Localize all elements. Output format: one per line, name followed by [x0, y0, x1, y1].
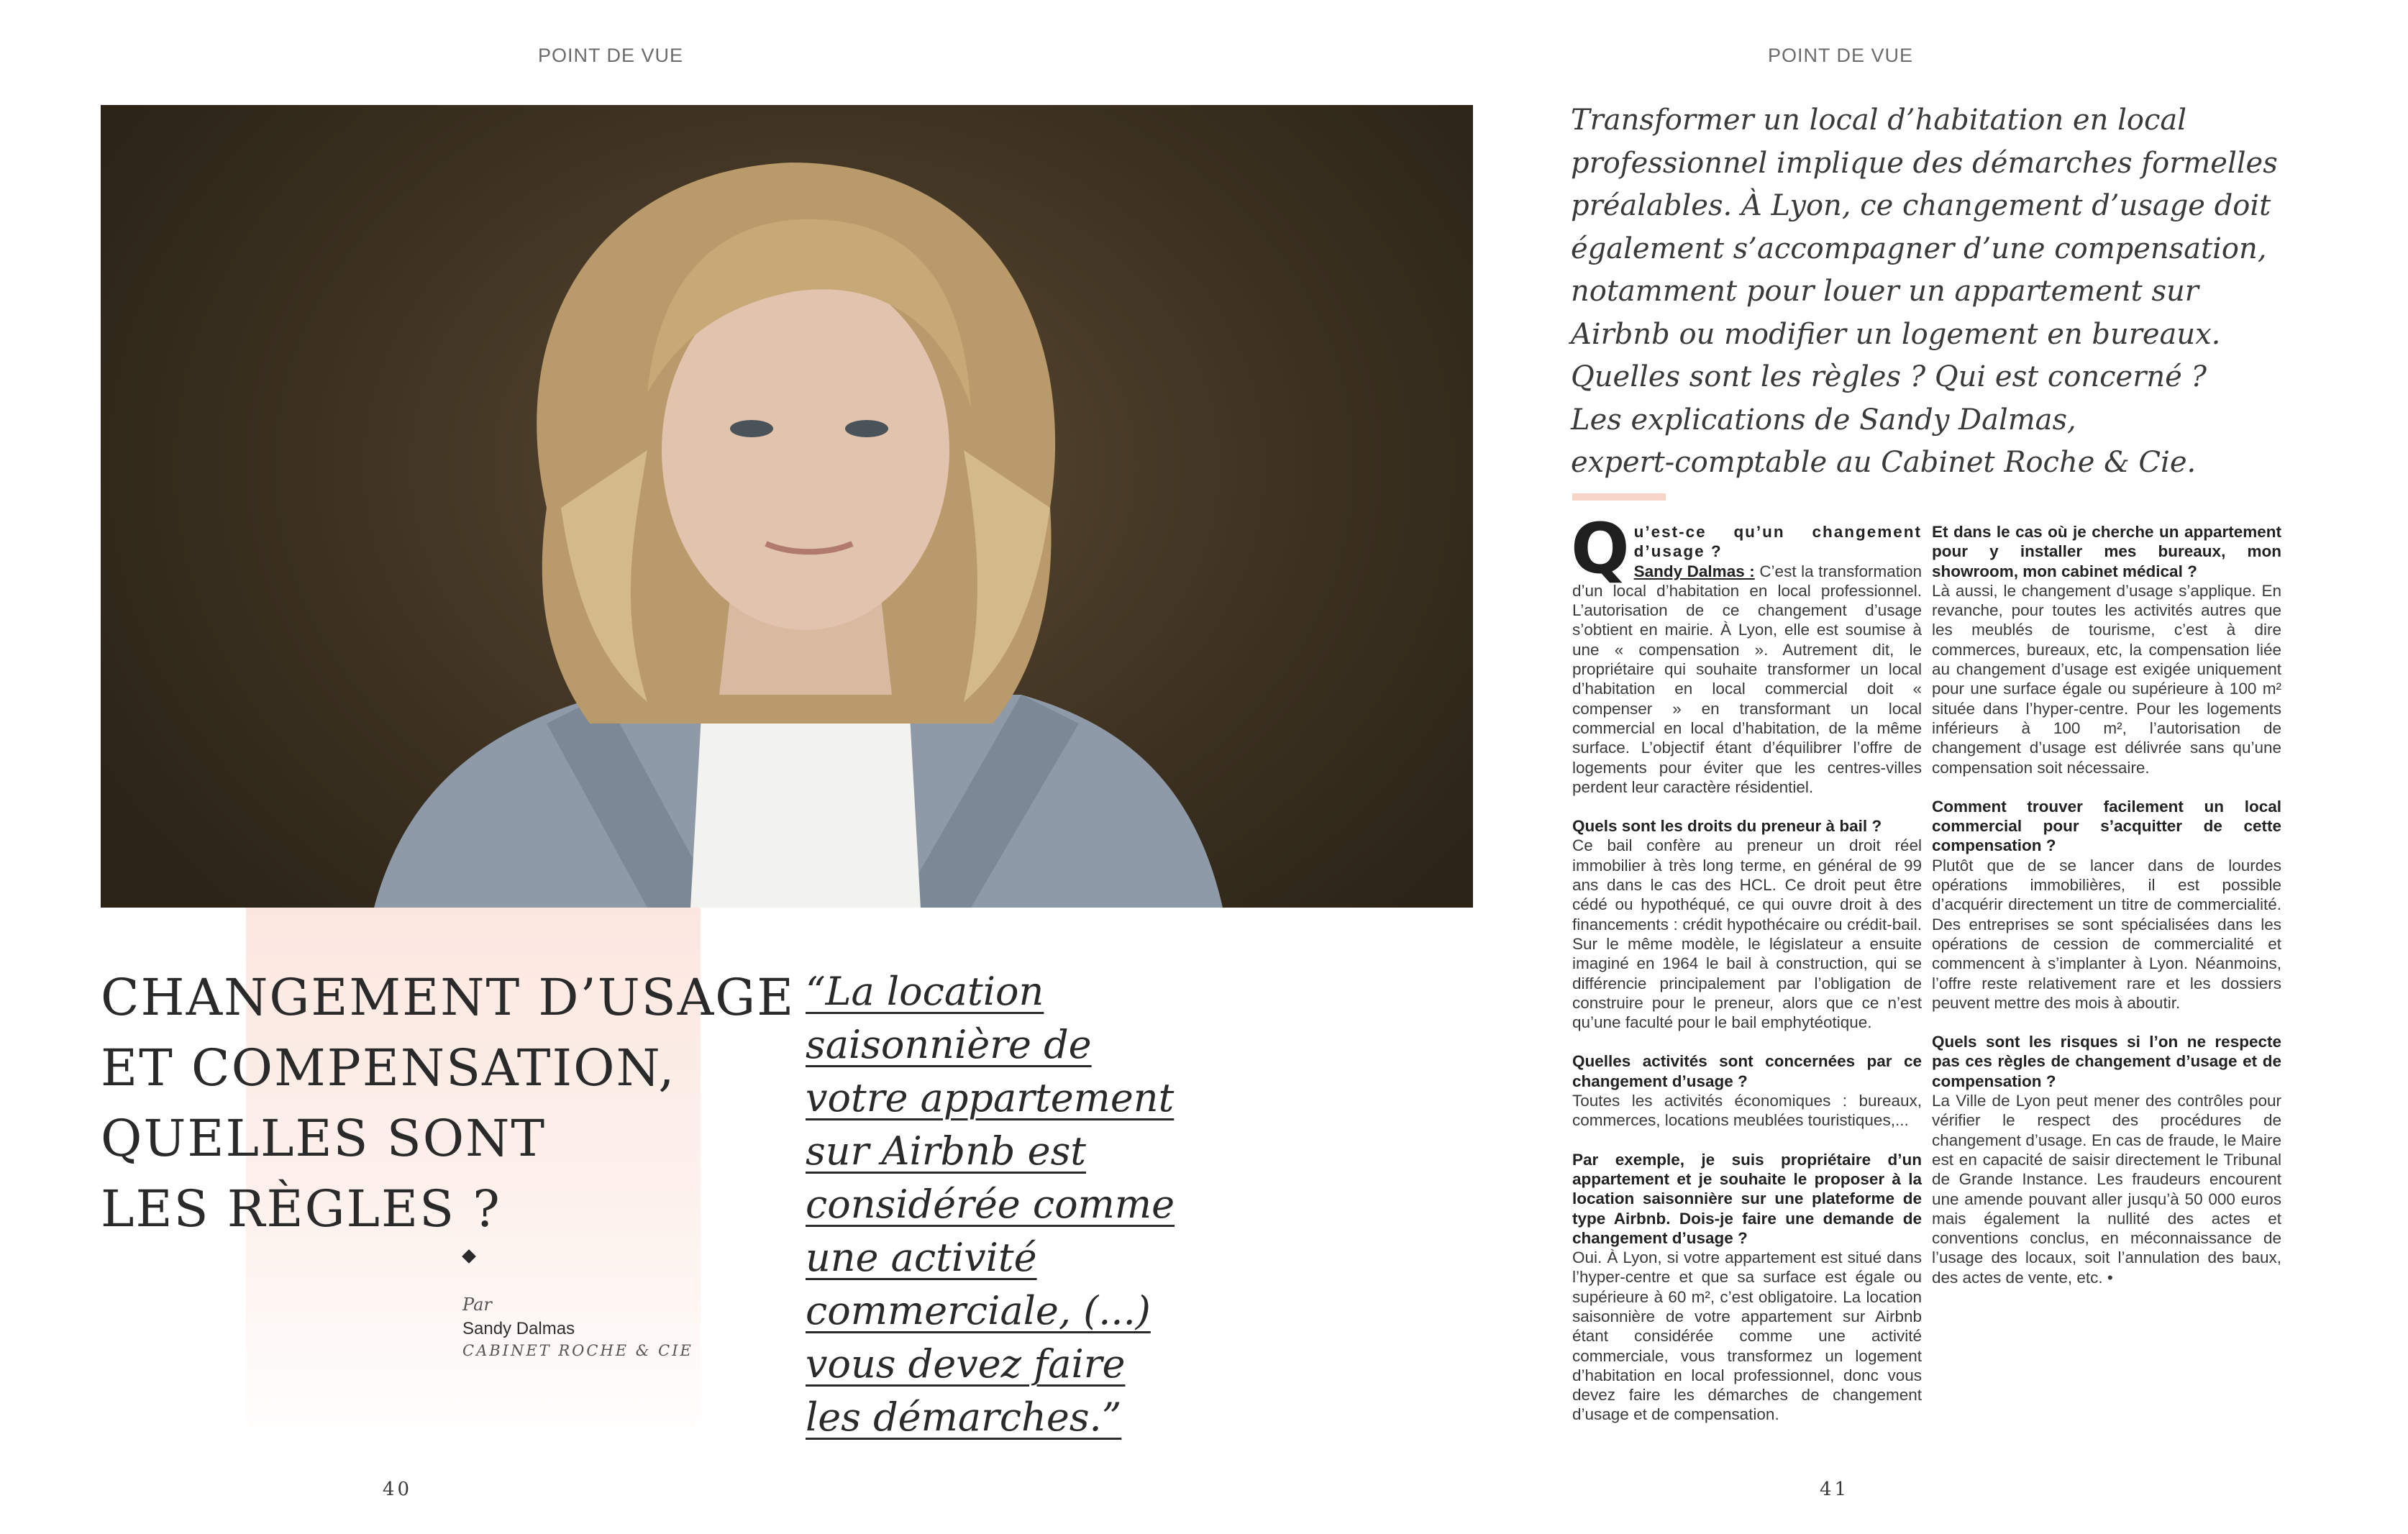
intro-line: Quelles sont les règles ? Qui est concerné ?: [1571, 360, 2207, 393]
page-number-left: 40: [383, 1479, 413, 1500]
article-headline: [101, 962, 806, 1244]
qa-block-3: [1572, 1051, 1922, 1130]
pull-quote-line: une activité: [806, 1235, 1037, 1280]
intro-line: également s’accompagner d’une compensation,: [1571, 232, 2267, 265]
byline-author: Sandy Dalmas: [462, 1319, 575, 1338]
intro-line: Les explications de Sandy Dalmas,: [1571, 403, 2076, 437]
qa-block-4: [1572, 1150, 1922, 1425]
qa-block-7: [1932, 1032, 2281, 1287]
article-column-2: [1932, 522, 2281, 1307]
intro-line: expert-comptable au Cabinet Roche & Cie.: [1571, 446, 2197, 479]
headline-line-2: ET COMPENSATION,: [101, 1038, 676, 1097]
pull-quote: [806, 965, 1208, 1444]
question-5: Et dans le cas où je cherche un appartement pour y installer mes bureaux, mon showroom, mon cabinet médical ?: [1932, 523, 2281, 580]
answer-7: La Ville de Lyon peut mener des contrôles pour vérifier le respect des procédures de changement d’usage. En cas de fraude, le Maire est en capacité de saisir directement le Tribunal de Grande Instance. Les fraudeurs encourent une amende pouvant aller jusqu’à 50 000 euros mais également la nullité des actes et conventions conclus, en méconnaissance de l’usage des locaux, soit l’annulation des baux, des actes de vente, etc. •: [1932, 1092, 2281, 1287]
pull-quote-line: saisonnière de: [806, 1022, 1092, 1067]
headline-line-1: CHANGEMENT D’USAGE: [101, 968, 795, 1027]
question-6: Comment trouver facilement un local commercial pour s’acquitter de cette compensation ?: [1932, 797, 2281, 855]
byline-par: Par: [462, 1295, 492, 1315]
qa-block-6: [1932, 797, 2281, 1013]
article-column-1: [1571, 508, 1922, 1444]
byline-firm: CABINET ROCHE & CIE: [462, 1342, 693, 1359]
answer-4: Oui. À Lyon, si votre appartement est situé dans l’hyper-centre et que sa surface est égale ou supérieure à 60 m², c’est obligatoire. La location saisonnière de votre appartement sur Airbnb étant considérée comme une activité commerciale, vous transformez un logement d’habitation en local professionnel, donc vous devez faire les démarches de changement d’usage et de compensation.: [1572, 1248, 1922, 1424]
pull-quote-line: considérée comme: [806, 1182, 1175, 1227]
answer-1: C’est la transformation d’un local d’habitation en local professionnel. L’autorisation de ce changement d’usage s’obtient en mairie. À Lyon, elle est soumise à une « compensation ». Autrement dit, le propriétaire qui souhaite transformer un local d’habitation en local commercial doit « compenser » en transformant un local commercial en local d’habitation, de la même surface. L’objectif étant d’équilibrer l’offre de logements pour éviter que les centres-villes perdent leur caractère résidentiel.: [1572, 562, 1922, 796]
pull-quote-line: vous devez faire: [806, 1341, 1126, 1387]
answer-speaker: Sandy Dalmas :: [1633, 562, 1755, 580]
headline-line-4: LES RÈGLES ?: [101, 1179, 501, 1238]
pull-quote-line: les démarches.”: [806, 1394, 1122, 1440]
intro-line: Transformer un local d’habitation en local: [1571, 104, 2186, 137]
page-number-right: 41: [1820, 1479, 1850, 1500]
pull-quote-line: commerciale, (...): [806, 1288, 1151, 1333]
question-1: u’est-ce qu’un changement d’usage ?: [1633, 523, 1922, 561]
answer-3: Toutes les activités économiques : bureaux, commerces, locations meublées touristiques,...: [1572, 1092, 1922, 1130]
pull-quote-line: votre appartement: [806, 1075, 1175, 1120]
intro-line: préalables. À Lyon, ce changement d’usage doit: [1571, 189, 2271, 222]
question-7: Quels sont les risques si l’on ne respecte pas ces règles de changement d’usage et de compensation ?: [1932, 1033, 2281, 1090]
right-page: [1204, 0, 2408, 1534]
byline: [462, 1295, 693, 1359]
intro-line: notamment pour louer un appartement sur: [1571, 275, 2199, 308]
running-head-left: POINT DE VUE: [538, 45, 684, 66]
qa-block-5: [1932, 522, 2281, 777]
pull-quote-line: “La location: [806, 969, 1044, 1014]
pull-quote-line: sur Airbnb est: [806, 1128, 1086, 1174]
answer-6: Plutôt que de se lancer dans de lourdes opérations immobilières, il est possible d’acquérir directement un titre de commercialité. Des entreprises se sont spécialisées dans les opérations de cession de commercialité et commencent à s’implanter à Lyon. Néanmoins, l’offre reste relativement rare et les dossiers peuvent mettre des mois à aboutir.: [1932, 856, 2281, 1012]
intro-paragraph: [1571, 99, 2376, 485]
question-2: Quels sont les droits du preneur à bail ?: [1572, 817, 1882, 836]
question-3: Quelles activités sont concernées par ce changement d’usage ?: [1572, 1052, 1922, 1090]
answer-5: Là aussi, le changement d’usage s’applique. En revanche, pour toutes les activités autres que les meublés de tourisme, c’est à dire commerces, bureaux, etc, la compensation liée au changement d’usage est exigée uniquement pour une surface égale ou supérieure à 100 m² située dans l’hyper-centre. Pour les logements inférieurs à 100 m², l’autorisation de changement d’usage est délivrée sans qu’une compensation soit nécessaire.: [1932, 581, 2281, 777]
drop-cap: Q: [1571, 508, 1630, 589]
accent-rule: [1572, 493, 1666, 501]
qa-block-1: [1571, 508, 1922, 797]
running-head-right: POINT DE VUE: [1768, 45, 1914, 66]
question-4: Par exemple, je suis propriétaire d’un appartement et je souhaite le proposer à la location saisonnière sur une plateforme de type Airbnb. Dois-je faire une demande de changement d’usage ?: [1572, 1150, 1922, 1247]
intro-line: Airbnb ou modifier un logement en bureaux.: [1571, 317, 2221, 351]
headline-line-3: QUELLES SONT: [101, 1109, 547, 1168]
intro-line: professionnel implique des démarches formelles: [1571, 146, 2278, 180]
answer-2: Ce bail confère au preneur un droit réel immobilier à très long terme, en général de 99 ans dans le cas des HCL. Ce droit peut être cédé ou hypothéqué, ce qui ouvre droit à des financements : crédit hypothécaire ou crédit-bail. Sur le même modèle, le législateur a ensuite imaginé en 1964 le bail à construction, qui se différencie principalement par l’obligation de construire pour le preneur, alors que ce n’est qu’une faculté pour le bail emphytéotique.: [1572, 836, 1922, 1032]
qa-block-2: [1572, 816, 1922, 1032]
